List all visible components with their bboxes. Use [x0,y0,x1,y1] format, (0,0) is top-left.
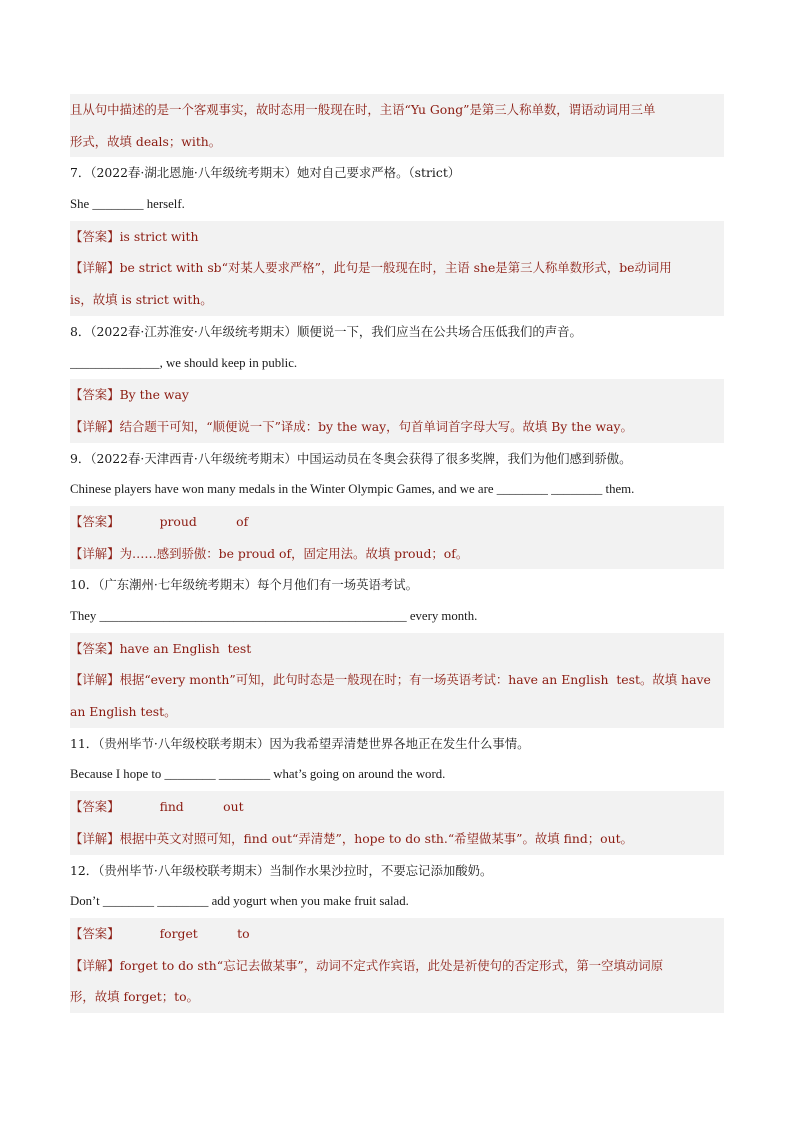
detail-text: forget to do sth“忘记去做某事”，动词不定式作宾语，此处是祈使句的否定形式，第一空填动词原 [119,957,664,973]
detail-line [70,823,724,855]
question-stem: 9．（2022春·天津西青·八年级统考期末）中国运动员在冬奥会获得了很多奖牌，我们为他们感到骄傲。 [70,450,632,466]
answer-tag: 【答案】 [70,228,120,244]
detail-text: 根据“every month”可知，此句时态是一般现在时；有一场英语考试：have an English test。故填 have [119,672,711,688]
question-sentence: Chinese players have won many medals in the Winter Olympic Games, and we are ________ ________ them. [70,482,635,497]
detail-line [70,950,724,982]
answer-tag: 【答案】 [70,640,120,656]
answer-text: is strict with [119,228,199,244]
detail-line [70,411,724,443]
detail-line [70,252,724,284]
detail-text: 根据中英文对照可知，find out“弄清楚”，hope to do sth.“希望做某事”。故填 find；out。 [119,830,633,846]
question-stem: 11．（贵州毕节·八年级校联考期末）因为我希望弄清楚世界各地正在发生什么事情。 [70,735,530,751]
detail-tag: 【详解】 [70,672,120,688]
detail-text: be strict with sb“对某人要求严格”，此句是一般现在时，主语 she是第三人称单数形式，be动词用 [119,260,672,276]
detail-line-continued: is，故填 is strict with。 [70,284,724,316]
intro-explanation-line-1: 且从句中描述的是一个客观事实，故时态用一般现在时，主语“Yu Gong”是第三人称单数，谓语动词用三单 [70,94,724,126]
answer-tag: 【答案】 [70,387,120,403]
document-page [70,94,724,1013]
question-sentence: Because I hope to ________ ________ what’s going on around the word. [70,767,446,782]
detail-line-continued: an English test。 [70,696,724,728]
detail-tag: 【详解】 [70,545,120,561]
answer-text: have an English test [119,640,252,656]
answer-line [70,791,724,823]
detail-line [70,664,724,696]
question-sentence: They ________________________________________________ every month. [70,609,478,623]
answer-line [70,506,724,538]
answer-tag: 【答案】 [70,799,120,815]
answer-line [70,221,724,253]
question-sentence: Don’t ________ ________ add yogurt when you make fruit salad. [70,894,409,909]
detail-tag: 【详解】 [70,418,120,434]
question-stem: 10．（广东潮州·七年级统考期末）每个月他们有一场英语考试。 [70,577,419,593]
answer-line [70,379,724,411]
answer-tag: 【答案】 [70,925,120,941]
intro-explanation-line-2: 形式，故填 deals；with。 [70,126,724,158]
detail-line [70,538,724,570]
detail-tag: 【详解】 [70,260,120,276]
answer-text: find out [159,799,244,815]
question-stem: 12．（贵州毕节·八年级校联考期末）当制作水果沙拉时，不要忘记添加酸奶。 [70,862,493,878]
answer-text: By the way [119,387,189,403]
question-stem: 8．（2022春·江苏淮安·八年级统考期末）顺便说一下，我们应当在公共场合压低我们的声音。 [70,323,582,339]
question-sentence: ______________, we should keep in public. [70,355,298,370]
detail-tag: 【详解】 [70,830,120,846]
detail-text: 为……感到骄傲：be proud of，固定用法。故填 proud；of。 [119,545,469,561]
answer-text: forget to [159,925,250,941]
question-sentence: She ________ herself. [70,197,185,212]
detail-text: 结合题干可知，“顺便说一下”译成：by the way，句首单词首字母大写。故填 By the way。 [119,418,633,434]
detail-line-continued: 形，故填 forget；to。 [70,981,724,1013]
question-stem: 7．（2022春·湖北恩施·八年级统考期末）她对自己要求严格。（strict） [70,165,461,181]
answer-line [70,918,724,950]
answer-line [70,633,724,665]
answer-text: proud of [159,513,249,529]
answer-tag: 【答案】 [70,513,120,529]
detail-tag: 【详解】 [70,957,120,973]
